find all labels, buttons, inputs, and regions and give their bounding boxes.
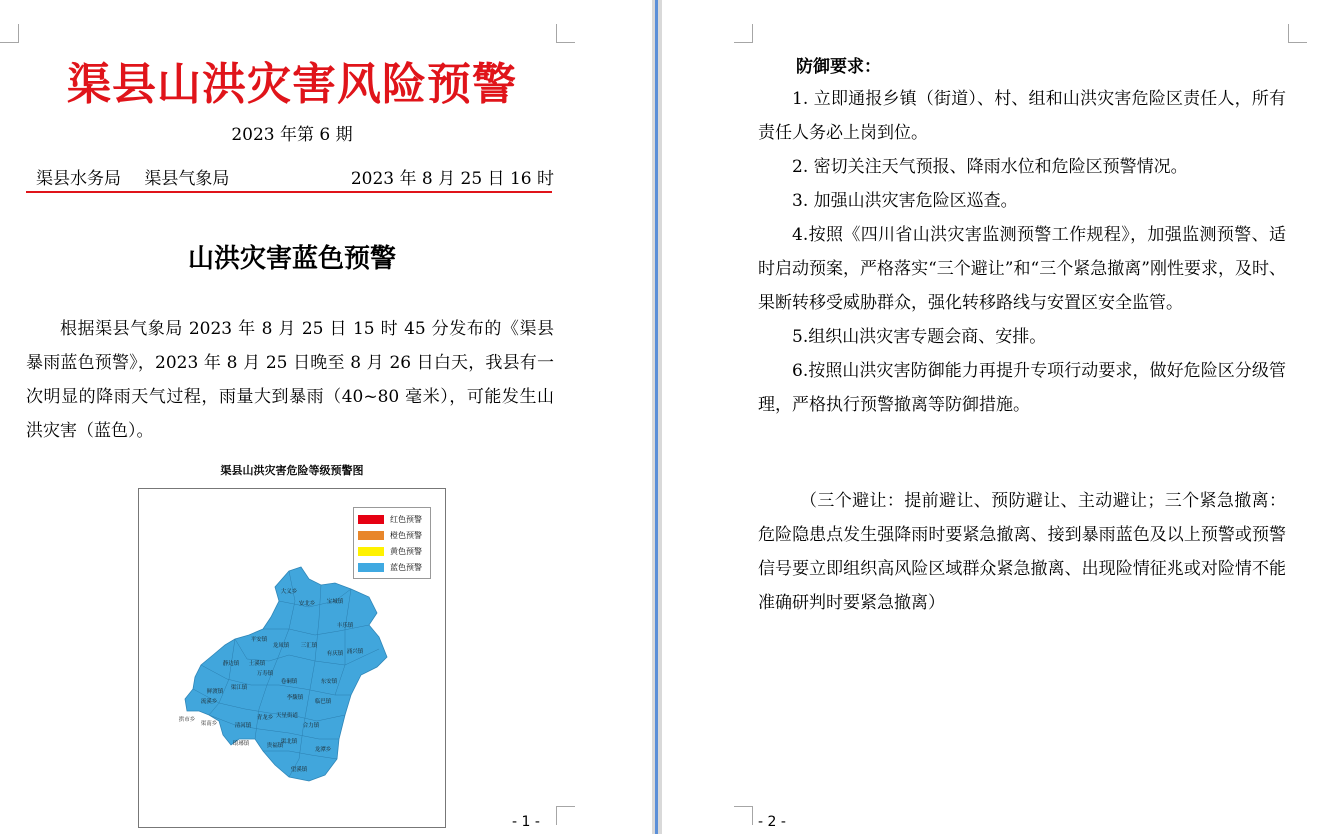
town-label: 渠南乡 xyxy=(200,721,218,727)
town-label: 天星街道 xyxy=(275,713,299,719)
town-label: 渠江镇 xyxy=(230,685,248,691)
crop-mark xyxy=(734,24,753,43)
warning-body: 根据渠县气象局 2023 年 8 月 25 日 15 时 45 分发布的《渠县暴雨蓝色预警》，2023 年 8 月 25 日晚至 8 月 26 日白天，我县有一次明显的降雨天气过程，雨量大到暴雨（40~80 毫米），可能发生山洪灾害（蓝色）。 xyxy=(26,319,554,441)
town-label: 贵福镇 xyxy=(266,743,284,749)
crop-mark xyxy=(1288,24,1307,43)
page-number: - 2 - xyxy=(758,814,786,830)
defense-requirements xyxy=(758,82,1286,422)
town-label: 静边镇 xyxy=(222,661,240,667)
issue-datetime: 2023 年 8 月 25 日 16 时 xyxy=(350,169,554,189)
requirement-item: 4.按照《四川省山洪灾害监测预警工作规程》，加强监测预警、适时启动预案，严格落实“三个避让”和“三个紧急撤离”刚性要求，及时、果断转移受威胁群众，强化转移路线与安置区安全监管。 xyxy=(758,225,1286,313)
town-label: 临巴镇 xyxy=(314,699,332,705)
town-label: 龙潭乡 xyxy=(314,747,332,753)
legend-swatch xyxy=(358,515,384,524)
issue-number: 2023 年第 6 期 xyxy=(231,125,353,145)
town-label: 万寿镇 xyxy=(256,671,274,677)
town-label: 宝城镇 xyxy=(326,599,344,605)
town-label: 大义乡 xyxy=(280,589,298,595)
town-label: 土溪镇 xyxy=(248,661,266,667)
town-label: 涌兴镇 xyxy=(346,649,364,655)
warning-subtitle: 山洪灾害蓝色预警 xyxy=(187,244,396,274)
town-label: 鲜渡镇 xyxy=(206,689,224,695)
legend-label: 蓝色预警 xyxy=(390,563,422,572)
crop-mark xyxy=(734,806,753,825)
town-label: 龙凤镇 xyxy=(272,643,290,649)
crop-mark xyxy=(556,24,575,43)
town-label: 三汇镇 xyxy=(300,643,318,649)
document-page-2 xyxy=(662,0,1340,834)
town-label: 合力镇 xyxy=(302,723,320,729)
header-divider xyxy=(26,191,552,193)
figure-caption: 渠县山洪灾害危险等级预警图 xyxy=(220,464,364,477)
town-label: 有庆镇 xyxy=(326,651,344,657)
page-number: - 1 - xyxy=(512,814,540,830)
town-label: 望溪镇 xyxy=(290,767,308,773)
issuing-agencies xyxy=(36,164,247,189)
town-label: 丰乐镇 xyxy=(336,623,354,629)
town-label: 东安镇 xyxy=(320,679,338,685)
issuer-meteorology-bureau: 渠县气象局 xyxy=(144,169,230,189)
requirement-item: 6.按照山洪灾害防御能力再提升专项行动要求，做好危险区分级管理，严格执行预警撤离等防御措施。 xyxy=(758,361,1286,415)
legend-swatch xyxy=(358,563,384,572)
legend-label: 黄色预警 xyxy=(390,547,422,556)
page-gutter xyxy=(652,0,662,834)
crop-mark xyxy=(0,24,19,43)
town-label: 清河镇 xyxy=(234,723,252,729)
cursor-bar xyxy=(655,0,658,834)
legend-swatch xyxy=(358,547,384,556)
town-label: 青龙乡 xyxy=(256,715,274,721)
town-label: 卷硐镇 xyxy=(280,679,298,685)
requirement-item: 1. 立即通报乡镇（街道）、村、组和山洪灾害危险区责任人，所有责任人务必上岗到位。 xyxy=(758,89,1286,143)
requirement-item: 3. 加强山洪灾害危险区巡查。 xyxy=(792,191,1018,211)
issuer-water-bureau: 渠县水务局 xyxy=(36,169,121,189)
map-legend xyxy=(353,507,431,579)
legend-label: 橙色预警 xyxy=(390,531,422,540)
risk-map-figure xyxy=(138,488,446,828)
town-label: 李馥镇 xyxy=(286,695,304,701)
legend-swatch xyxy=(358,531,384,540)
explanatory-note: （三个避让：提前避让、预防避让、主动避让；三个紧急撤离：危险隐患点发生强降雨时要紧急撤离、接到暴雨蓝色及以上预警或预警信号要立即组织高风险区域群众紧急撤离、出现险情征兆或对险情不能准确研判时要紧急撤离） xyxy=(758,491,1286,613)
requirement-item: 2. 密切关注天气预报、降雨水位和危险区预警情况。 xyxy=(792,157,1188,177)
defense-heading: 防御要求： xyxy=(796,57,881,77)
crop-mark xyxy=(556,806,575,825)
town-label: 平安镇 xyxy=(250,637,268,643)
requirement-item: 5.组织山洪灾害专题会商、安排。 xyxy=(792,327,1047,347)
legend-label: 红色预警 xyxy=(390,515,422,524)
document-title: 渠县山洪灾害风险预警 xyxy=(67,59,517,110)
town-label: 流溪乡 xyxy=(200,699,218,705)
town-label: 琅琊镇 xyxy=(232,741,250,747)
document-page-1 xyxy=(0,0,652,834)
town-label: 安北乡 xyxy=(298,601,316,607)
county-region xyxy=(185,567,387,781)
town-label: 拱市乡 xyxy=(178,717,196,723)
town-label: 渠北镇 xyxy=(280,739,298,745)
